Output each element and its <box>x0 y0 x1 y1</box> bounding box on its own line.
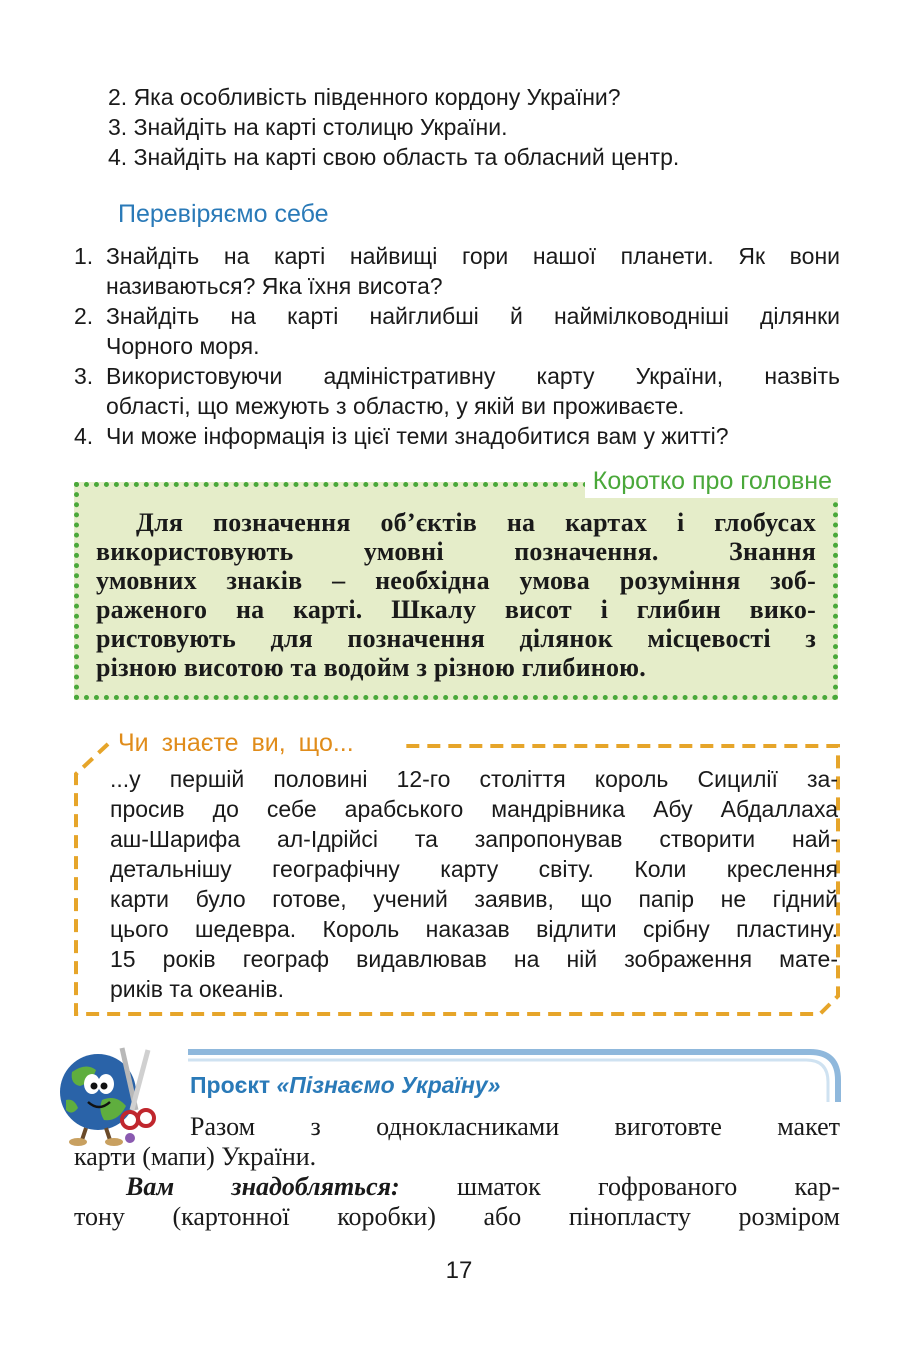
check-item-number: 2. <box>74 303 94 329</box>
question-3: 3. Знайдіть на карті столицю України. <box>108 114 508 140</box>
page-number: 17 <box>445 1257 473 1284</box>
did-you-know-title: Чи знаєте ви, що... <box>112 726 360 760</box>
needs-text: шматок гофрованого кар- <box>456 1172 840 1201</box>
check-item-line: області, що межують з областю, у якій ви проживаєте. <box>106 393 685 419</box>
project-name: «Пізнаємо Україну» <box>276 1072 501 1098</box>
check-item-line: Знайдіть на карті найглибші й наймілководніші ділянки <box>106 303 840 329</box>
check-item-number: 3. <box>74 363 94 389</box>
project-text: Разом з однокласниками виготовте макет <box>190 1112 840 1141</box>
summary-title: Коротко про головне <box>585 464 840 498</box>
check-item-number: 4. <box>74 423 94 449</box>
project-label: Проєкт <box>190 1072 271 1098</box>
did-you-know-line: 15 років географ видавлював на ній зображення мате- <box>110 946 838 972</box>
did-you-know-line: риків та океанів. <box>110 976 284 1002</box>
summary-line: використовують умовні позначення. Знання <box>96 537 816 566</box>
project-text: тону (картонної коробки) або пінопласту розміром <box>74 1202 840 1231</box>
summary-line: раженого на карті. Шкалу висот і глибин вико- <box>96 595 816 624</box>
check-item-line: Використовуючи адміністративну карту України, назвіть <box>106 363 840 389</box>
project-line-4 <box>74 1202 840 1231</box>
project-line-3 <box>74 1172 840 1201</box>
summary-line: умовних знаків – необхідна умова розуміння зоб- <box>96 566 816 595</box>
needs-label: Вам знадобляться: <box>126 1172 400 1201</box>
summary-line: різною висотою та водойм з різною глибиною. <box>96 653 646 682</box>
check-item-line: Чи може інформація із цієї теми знадобитися вам у житті? <box>106 423 729 449</box>
summary-line: Для позначення об’єктів на картах і глобусах <box>136 508 816 537</box>
project-title <box>190 1070 500 1100</box>
summary-line: ристовують для позначення ділянок місцевості з <box>96 624 816 653</box>
question-2: 2. Яка особливість південного кордону України? <box>108 84 621 110</box>
did-you-know-line: просив до себе арабського мандрівника Абу Абдаллаха <box>110 796 838 822</box>
project-line-1 <box>190 1112 840 1141</box>
question-4: 4. Знайдіть на карті свою область та обласний центр. <box>108 144 680 170</box>
check-item-line: Чорного моря. <box>106 333 260 359</box>
section-heading-check: Перевіряємо себе <box>118 200 329 228</box>
did-you-know-line: ...у першій половині 12-го століття король Сицилії за- <box>110 766 838 792</box>
did-you-know-line: аш-Шарифа ал-Ідрійсі та запропонував створити най- <box>110 826 838 852</box>
project-line-2: карти (мапи) України. <box>74 1142 317 1171</box>
check-item-line: називаються? Яка їхня висота? <box>106 273 443 299</box>
did-you-know-line: карти було готове, учений заявив, що папір не гідний <box>110 886 838 912</box>
check-item-number: 1. <box>74 243 94 269</box>
check-item-line: Знайдіть на карті найвищі гори нашої планети. Як вони <box>106 243 840 269</box>
did-you-know-line: цього шедевра. Король наказав відлити срібну пластину. <box>110 916 838 942</box>
did-you-know-line: детальнішу географічну карту світу. Коли креслення <box>110 856 838 882</box>
globe-mascot-with-scissors-icon <box>52 1040 164 1148</box>
